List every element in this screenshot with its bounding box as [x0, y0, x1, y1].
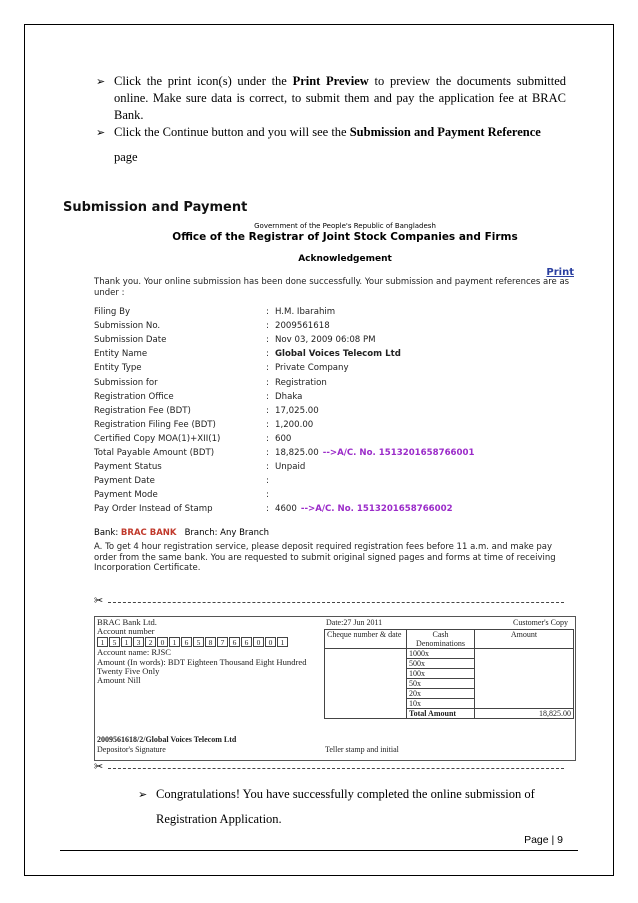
detail-colon: : — [266, 490, 269, 501]
detail-row — [94, 305, 576, 319]
bank-line — [94, 528, 576, 538]
page-number: Page | 9 — [524, 834, 563, 846]
detail-colon: : — [266, 391, 269, 402]
detail-value-text: Dhaka — [275, 391, 303, 402]
detail-value — [275, 307, 576, 317]
detail-label: Certified Copy MOA(1)+XII(1) — [94, 433, 221, 444]
detail-colon: : — [266, 307, 269, 318]
customer-copy: Customer's Copy — [513, 618, 568, 627]
detail-row — [94, 488, 576, 502]
account-digit-box: 5 — [193, 637, 204, 647]
detail-value — [275, 321, 576, 331]
acknowledgement-screenshot — [94, 222, 576, 773]
account-digit-box: 0 — [253, 637, 264, 647]
instruction-bold: Print Preview — [292, 74, 369, 88]
detail-row — [94, 432, 576, 446]
slip-left-panel — [97, 618, 321, 685]
detail-colon: : — [266, 419, 269, 430]
instruction-bold: Submission and Payment Reference — [349, 125, 541, 139]
detail-colon: : — [266, 321, 269, 332]
detail-colon: : — [266, 433, 269, 444]
account-digit-box: 7 — [217, 637, 228, 647]
detail-colon: : — [266, 377, 269, 388]
detail-value — [275, 420, 576, 430]
detail-label: Filing By — [94, 307, 131, 318]
government-line: Government of the People's Republic of Bangladesh — [254, 222, 436, 230]
account-digit-box: 8 — [205, 637, 216, 647]
detail-colon: : — [266, 405, 269, 416]
account-digit-box: 1 — [121, 637, 132, 647]
detail-row — [94, 474, 576, 488]
detail-row — [94, 404, 576, 418]
arrow-bullet-icon: ➢ — [138, 788, 148, 801]
col-cash: Cash Denominations — [407, 630, 475, 649]
account-digit-box: 2 — [145, 637, 156, 647]
account-digit-box: 3 — [133, 637, 144, 647]
denomination-table — [324, 629, 574, 719]
completion-list — [138, 786, 564, 828]
footer-rule — [60, 850, 578, 851]
detail-label: Payment Mode — [94, 490, 158, 501]
account-digit-box: 6 — [241, 637, 252, 647]
detail-value-text: 2009561618 — [275, 321, 330, 332]
instruction-item — [96, 124, 566, 166]
detail-value — [275, 392, 576, 402]
detail-label: Payment Status — [94, 462, 162, 473]
detail-label: Submission No. — [94, 321, 161, 332]
scissors-icon: ✂ — [94, 594, 104, 607]
slip-reference: 2009561618/2/Global Voices Telecom Ltd — [97, 735, 237, 744]
cut-line — [94, 594, 564, 608]
account-number-boxes — [97, 637, 321, 647]
account-digit-box: 1 — [97, 637, 108, 647]
instruction-item — [96, 73, 566, 124]
detail-value — [275, 504, 576, 514]
detail-value-text: 18,825.00 — [275, 447, 319, 458]
arrow-bullet-icon: ➢ — [96, 126, 106, 139]
detail-value — [275, 378, 576, 388]
detail-row — [94, 460, 576, 474]
detail-value — [275, 462, 576, 472]
detail-row — [94, 319, 576, 333]
detail-row — [94, 347, 576, 361]
amount-in-words: Amount (In words): BDT Eighteen Thousand Eight Hundred Twenty Five Only — [97, 656, 307, 676]
detail-value-text: 600 — [275, 433, 292, 444]
total-label: Total Amount — [407, 709, 475, 719]
acknowledgement-title: Acknowledgement — [298, 254, 392, 264]
scissors-icon: ✂ — [94, 760, 104, 773]
account-number-label: Account number — [97, 626, 155, 637]
cheque-cell — [325, 649, 407, 719]
bank-label: Bank: — [94, 528, 119, 539]
amount-cell — [475, 649, 574, 709]
dashed-line — [108, 602, 564, 603]
denomination-row — [325, 649, 574, 659]
denomination-cell: 50x — [407, 679, 475, 689]
branch-label: Branch: Any Branch — [184, 528, 270, 539]
section-heading: Submission and Payment — [63, 200, 248, 215]
arrow-bullet-icon: ➢ — [96, 75, 106, 88]
detail-value — [275, 406, 576, 416]
print-link[interactable]: Print — [546, 267, 574, 278]
slip-footer — [97, 735, 236, 754]
account-digit-box: 0 — [265, 637, 276, 647]
detail-value — [275, 434, 576, 444]
account-digit-box: 6 — [229, 637, 240, 647]
instruction-text: to preview the documents submitted online. Make sure data is correct, to submit them and pay the application fee at BRAC Bank. — [114, 74, 567, 122]
detail-value-text: 1,200.00 — [275, 419, 314, 430]
detail-label: Registration Office — [94, 391, 174, 402]
detail-value — [275, 490, 576, 500]
bank-note: A. To get 4 hour registration service, please deposit required registration fees before 11 a.m. and make pay order from the same bank. You are requested to submit original signed pages and forms at time of receiving Incorporation Certificate. — [94, 542, 556, 574]
detail-label: Pay Order Instead of Stamp — [94, 504, 213, 515]
slip-right-panel — [324, 618, 574, 719]
detail-row — [94, 502, 576, 516]
detail-label: Payment Date — [94, 476, 155, 487]
slip-bank: BRAC Bank Ltd. — [97, 617, 157, 627]
detail-row — [94, 390, 576, 404]
instruction-text: Click the Continue button and you will see the — [114, 125, 350, 139]
cut-line — [94, 760, 564, 774]
detail-value — [275, 349, 576, 359]
col-amount: Amount — [475, 630, 574, 649]
detail-label: Entity Type — [94, 363, 142, 374]
account-name: Account name: RJSC — [97, 647, 171, 658]
denomination-cell: 20x — [407, 689, 475, 699]
denomination-cell: 500x — [407, 659, 475, 669]
detail-colon: : — [266, 504, 269, 515]
detail-value-text: Private Company — [275, 363, 349, 374]
teller-stamp: Teller stamp and initial — [325, 745, 399, 754]
denomination-cell: 1000x — [407, 649, 475, 659]
instructions-list — [96, 73, 566, 166]
detail-value — [275, 363, 576, 373]
detail-value-text: Global Voices Telecom Ltd — [275, 349, 401, 360]
detail-value-text: H.M. Ibarahim — [275, 307, 336, 318]
detail-label: Registration Fee (BDT) — [94, 405, 191, 416]
account-digit-box: 6 — [181, 637, 192, 647]
detail-row — [94, 361, 576, 375]
detail-colon: : — [266, 335, 269, 346]
detail-label: Total Payable Amount (BDT) — [94, 447, 215, 458]
total-value: 18,825.00 — [475, 709, 574, 719]
amount-nill: Amount Nill — [97, 675, 141, 686]
account-reference: -->A/C. No. 1513201658766001 — [322, 447, 475, 458]
detail-colon: : — [266, 476, 269, 487]
detail-colon: : — [266, 363, 269, 374]
completion-item — [138, 786, 564, 828]
detail-label: Registration Filing Fee (BDT) — [94, 419, 216, 430]
account-digit-box: 1 — [169, 637, 180, 647]
denomination-cell: 10x — [407, 699, 475, 709]
completion-tail: Registration Application. — [156, 812, 282, 826]
detail-value-text: 17,025.00 — [275, 405, 319, 416]
detail-colon: : — [266, 462, 269, 473]
table-header-row — [325, 630, 574, 649]
detail-label: Submission for — [94, 377, 158, 388]
detail-value-text: 4600 — [275, 504, 297, 515]
account-digit-box: 1 — [277, 637, 288, 647]
denomination-cell: 100x — [407, 669, 475, 679]
thank-you-message: Thank you. Your online submission has been done successfully. Your submission and payment references are as under : — [94, 277, 570, 298]
detail-value — [275, 335, 576, 345]
detail-colon: : — [266, 349, 269, 360]
detail-value-text: Unpaid — [275, 462, 306, 473]
detail-row — [94, 333, 576, 347]
detail-value — [275, 476, 576, 486]
account-digit-box: 0 — [157, 637, 168, 647]
detail-value — [275, 448, 576, 458]
dashed-line — [108, 768, 564, 769]
slip-date: Date:27 Jun 2011 — [326, 618, 383, 627]
detail-row — [94, 375, 576, 389]
depositor-signature: Depositor's Signature — [97, 744, 166, 754]
bank-name: BRAC BANK — [120, 528, 177, 539]
detail-value-text: Nov 03, 2009 06:08 PM — [275, 335, 376, 346]
account-reference: -->A/C. No. 1513201658766002 — [300, 504, 453, 515]
instruction-tail: page — [114, 150, 138, 164]
detail-colon: : — [266, 447, 269, 458]
detail-row — [94, 418, 576, 432]
detail-value-text: Registration — [275, 377, 327, 388]
office-title: Office of the Registrar of Joint Stock Companies and Firms — [172, 231, 518, 243]
deposit-slip — [94, 616, 576, 761]
detail-row — [94, 446, 576, 460]
account-digit-box: 5 — [109, 637, 120, 647]
col-cheque: Cheque number & date — [325, 630, 407, 649]
detail-label: Entity Name — [94, 349, 148, 360]
submission-details — [94, 305, 576, 516]
instruction-text: Click the print icon(s) under the — [114, 74, 293, 88]
detail-label: Submission Date — [94, 335, 167, 346]
slip-header — [324, 618, 574, 628]
completion-text: Congratulations! You have successfully completed the online submission of — [156, 787, 535, 801]
